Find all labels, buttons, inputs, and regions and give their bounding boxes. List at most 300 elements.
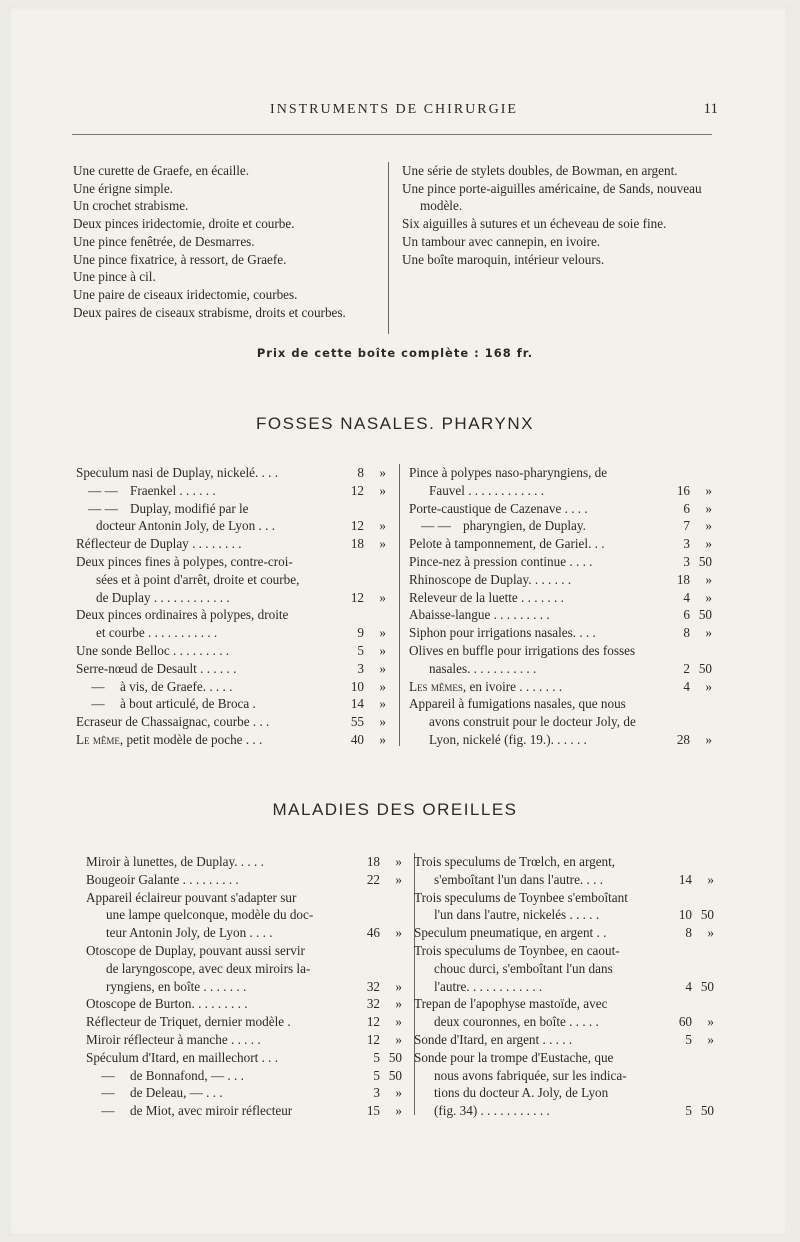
- fosses-left-column: [76, 464, 386, 749]
- price-row: [86, 924, 402, 942]
- price-row: [409, 642, 712, 660]
- price-row: [409, 535, 712, 553]
- item-price-cents: »: [379, 696, 386, 712]
- item-price-cents: »: [705, 589, 712, 605]
- item-price-francs: 55: [350, 714, 364, 730]
- item-description: [414, 853, 664, 871]
- price-row: [86, 1013, 402, 1031]
- item-price-cents: »: [705, 625, 712, 641]
- item-description: [409, 695, 662, 713]
- item-price-francs: 22: [366, 871, 380, 887]
- item-description: [414, 1067, 664, 1085]
- item-price-francs: 3: [373, 1085, 380, 1101]
- item-text: l'un dans l'autre, nickelés . . . . .: [434, 907, 600, 923]
- item-price-francs: 8: [683, 625, 690, 641]
- item-text: Trois speculums de Toynbee, en caout-: [414, 942, 620, 958]
- item-description: [76, 517, 336, 535]
- item-price-francs: 10: [678, 907, 692, 923]
- section-oreilles: [70, 853, 720, 1123]
- item-text: Une sonde Belloc . . . . . . . . .: [76, 642, 230, 658]
- price-row: [86, 889, 402, 907]
- item-description: [86, 1102, 352, 1120]
- item-price-francs: 12: [366, 1014, 380, 1030]
- item-text: à bout articulé, de Broca .: [120, 696, 256, 712]
- item-text: Releveur de la luette . . . . . . .: [409, 589, 564, 605]
- item-text: Fauvel . . . . . . . . . . . .: [429, 482, 545, 498]
- item-price-cents: »: [395, 1014, 402, 1030]
- item-price-cents: »: [379, 589, 386, 605]
- list-item: Une pince fenêtrée, de Desmarres.: [73, 233, 255, 249]
- item-price-cents: »: [379, 518, 386, 534]
- price-row: [414, 1067, 714, 1085]
- list-item: Une pince fixatrice, à ressort, de Graefe.: [73, 251, 287, 267]
- price-row: [76, 500, 386, 518]
- item-price-cents: »: [707, 925, 714, 941]
- item-description: [414, 1084, 664, 1102]
- item-price-cents: »: [379, 678, 386, 694]
- item-price-francs: 18: [350, 536, 364, 552]
- item-price-cents: »: [705, 731, 712, 747]
- item-text: Lyon, nickelé (fig. 19.). . . . . .: [429, 731, 587, 747]
- item-description: [414, 942, 664, 960]
- item-price-francs: 6: [683, 500, 690, 516]
- price-row: [86, 853, 402, 871]
- item-price-francs: 40: [350, 731, 364, 747]
- item-description: [86, 942, 352, 960]
- item-description: [86, 924, 352, 942]
- item-description: [414, 978, 664, 996]
- item-text: Rhinoscope de Duplay. . . . . . .: [409, 571, 572, 587]
- price-row: [409, 553, 712, 571]
- item-description: [414, 1031, 664, 1049]
- list-item: Deux paires de ciseaux strabisme, droits et courbes.: [73, 304, 346, 320]
- price-row: [86, 906, 402, 924]
- item-description: [414, 1102, 664, 1120]
- item-text: tions du docteur A. Joly, de Lyon: [434, 1085, 609, 1101]
- item-description: [76, 535, 336, 553]
- item-text: l'autre. . . . . . . . . . . .: [434, 978, 543, 994]
- item-text: Siphon pour irrigations nasales. . . .: [409, 625, 596, 641]
- item-text: à vis, de Graefe. . . . .: [120, 678, 233, 694]
- item-text: Porte-caustique de Cazenave . . . .: [409, 500, 588, 516]
- item-price-francs: 14: [678, 871, 692, 887]
- item-text: chouc durci, s'emboîtant l'un dans: [434, 960, 613, 976]
- item-price-francs: 32: [366, 978, 380, 994]
- price-row: [409, 464, 712, 482]
- item-text: Speculum pneumatique, en argent . .: [414, 925, 607, 941]
- item-price-cents: »: [705, 571, 712, 587]
- item-description: [409, 713, 662, 731]
- item-text: Appareil éclaireur pouvant s'adapter sur: [86, 889, 297, 905]
- item-description: [409, 535, 662, 553]
- item-description: [414, 1013, 664, 1031]
- price-row: [76, 464, 386, 482]
- column-divider: [399, 464, 400, 746]
- price-row: [414, 906, 714, 924]
- item-description: [76, 660, 336, 678]
- item-text: teur Antonin Joly, de Lyon . . . .: [106, 925, 273, 941]
- item-price-francs: 5: [685, 1103, 692, 1119]
- item-price-cents: »: [379, 482, 386, 498]
- price-row: [409, 571, 712, 589]
- price-row: [76, 642, 386, 660]
- item-price-francs: 8: [357, 465, 364, 480]
- item-price-francs: 5: [357, 642, 364, 658]
- item-description: [414, 871, 664, 889]
- price-row: [409, 517, 712, 535]
- running-head: [70, 102, 718, 122]
- item-description: [76, 500, 336, 518]
- price-row: [409, 731, 712, 749]
- item-price-cents: »: [705, 536, 712, 552]
- price-row: [76, 731, 386, 749]
- item-text: Fraenkel . . . . . .: [130, 482, 216, 498]
- item-price-francs: 5: [373, 1049, 380, 1065]
- item-text: Deux pinces fines à polypes, contre-croi-: [76, 553, 293, 569]
- item-text: Deux pinces ordinaires à polypes, droite: [76, 607, 289, 623]
- item-price-cents: »: [379, 465, 386, 480]
- ditto-dash: —: [101, 1067, 115, 1083]
- price-row: [86, 871, 402, 889]
- item-description: [409, 553, 662, 571]
- column-divider: [388, 162, 389, 334]
- item-description: [414, 995, 664, 1013]
- item-price-cents: »: [379, 714, 386, 730]
- item-price-cents: »: [705, 500, 712, 516]
- ditto-dash: — —: [421, 518, 451, 534]
- item-price-francs: 9: [357, 625, 364, 641]
- item-text: de Miot, avec miroir réflecteur: [130, 1103, 293, 1119]
- item-description: [86, 871, 352, 889]
- item-text: de Deleau, — . . .: [130, 1085, 223, 1101]
- item-price-francs: 18: [676, 571, 690, 587]
- item-description: [409, 589, 662, 607]
- item-description: [76, 589, 336, 607]
- item-text: Réflecteur de Duplay . . . . . . . .: [76, 536, 242, 552]
- price-row: [409, 482, 712, 500]
- item-description: [86, 1013, 352, 1031]
- item-text: Ecraseur de Chassaignac, courbe . . .: [76, 714, 270, 730]
- ditto-dash: —: [91, 678, 105, 694]
- item-text: s'emboîtant l'un dans l'autre. . . .: [434, 871, 604, 887]
- price-row: [409, 624, 712, 642]
- item-price-francs: 7: [683, 518, 690, 534]
- item-description: [409, 642, 662, 660]
- header-rule: [72, 134, 712, 135]
- box-price-line: Prix de cette boîte complète : 168 fr.: [256, 346, 534, 360]
- item-text: Pelote à tamponnement, de Gariel. . .: [409, 536, 605, 552]
- item-text: Speculum nasi de Duplay, nickelé. . . .: [76, 465, 279, 480]
- item-price-francs: 3: [357, 660, 364, 676]
- item-price-francs: 3: [683, 553, 690, 569]
- item-description: [414, 1049, 664, 1067]
- fosses-right-column: [409, 464, 712, 749]
- item-price-cents: 50: [698, 607, 712, 623]
- item-text: Réflecteur de Triquet, dernier modèle .: [86, 1014, 291, 1030]
- price-row: [76, 678, 386, 696]
- item-description: [76, 624, 336, 642]
- price-row: [409, 713, 712, 731]
- item-price-cents: »: [395, 854, 402, 869]
- item-price-cents: »: [395, 1031, 402, 1047]
- item-text: une lampe quelconque, modèle du doc-: [106, 907, 314, 923]
- price-row: [409, 606, 712, 624]
- price-row: [86, 1102, 402, 1120]
- price-row: [76, 517, 386, 535]
- item-price-cents: »: [707, 1014, 714, 1030]
- item-text: Trepan de l'apophyse mastoïde, avec: [414, 996, 608, 1012]
- item-price-francs: 10: [350, 678, 364, 694]
- item-description: [414, 906, 664, 924]
- item-description: [409, 482, 662, 500]
- item-price-cents: 50: [698, 553, 712, 569]
- item-price-cents: »: [707, 1031, 714, 1047]
- item-price-francs: 6: [683, 607, 690, 623]
- list-item: Une pince à cil.: [73, 269, 156, 285]
- item-text: pharyngien, de Duplay.: [463, 518, 586, 534]
- item-price-francs: 2: [683, 660, 690, 676]
- item-description: [76, 553, 336, 571]
- item-price-francs: 3: [683, 536, 690, 552]
- price-row: [86, 942, 402, 960]
- page-number: 11: [703, 101, 718, 117]
- item-price-cents: »: [379, 536, 386, 552]
- item-price-cents: »: [379, 625, 386, 641]
- item-price-francs: 4: [685, 978, 692, 994]
- item-description: [409, 606, 662, 624]
- item-text: de Duplay . . . . . . . . . . . .: [96, 589, 230, 605]
- list-item: Une série de stylets doubles, de Bowman, en argent.: [402, 163, 678, 178]
- price-row: [86, 978, 402, 996]
- item-description: [86, 960, 352, 978]
- price-row: [409, 500, 712, 518]
- item-description: [86, 995, 352, 1013]
- item-description: [86, 906, 352, 924]
- list-item: Une paire de ciseaux iridectomie, courbes.: [73, 286, 298, 302]
- ditto-dash: —: [91, 696, 105, 712]
- box-contents: [70, 162, 720, 342]
- section-heading-oreilles: MALADIES DES OREILLES: [272, 800, 518, 819]
- item-text: , en ivoire . . . . . . .: [462, 678, 563, 694]
- item-price-cents: »: [395, 996, 402, 1012]
- item-price-francs: 46: [366, 925, 380, 941]
- price-row: [86, 1049, 402, 1067]
- list-item: Une pince porte-aiguilles américaine, de Sands, nouveau modèle.: [402, 180, 702, 214]
- item-description: [414, 924, 664, 942]
- item-text: Otoscope de Burton. . . . . . . . .: [86, 996, 248, 1012]
- item-price-francs: 60: [678, 1014, 692, 1030]
- item-text: Sonde pour la trompe d'Eustache, que: [414, 1049, 614, 1065]
- item-price-francs: 12: [350, 482, 364, 498]
- item-price-francs: 28: [676, 731, 690, 747]
- item-text: Trois speculums de Toynbee s'emboîtant: [414, 889, 628, 905]
- list-item: Une érigne simple.: [73, 180, 173, 196]
- item-text: Sonde d'Itard, en argent . . . . .: [414, 1031, 573, 1047]
- price-row: [76, 482, 386, 500]
- item-text: Spéculum d'Itard, en maillechort . . .: [86, 1049, 279, 1065]
- item-text: Olives en buffle pour irrigations des fosses: [409, 642, 636, 658]
- price-row: [414, 853, 714, 871]
- item-price-cents: »: [707, 871, 714, 887]
- item-description: [86, 1067, 352, 1085]
- item-description: [86, 853, 352, 871]
- item-price-francs: 14: [350, 696, 364, 712]
- price-row: [409, 660, 712, 678]
- item-price-francs: 18: [366, 854, 380, 869]
- item-text: Miroir réflecteur à manche . . . . .: [86, 1031, 261, 1047]
- item-description: [409, 624, 662, 642]
- item-description: [409, 571, 662, 589]
- item-text: (fig. 34) . . . . . . . . . . .: [434, 1103, 550, 1119]
- item-description: [76, 642, 336, 660]
- price-row: [76, 695, 386, 713]
- item-price-cents: »: [395, 1085, 402, 1101]
- item-text: et courbe . . . . . . . . . . .: [96, 625, 218, 641]
- list-item: Un crochet strabisme.: [73, 198, 189, 214]
- price-row: [86, 995, 402, 1013]
- list-item: Six aiguilles à sutures et un écheveau de soie fine.: [402, 216, 667, 232]
- price-row: [414, 1049, 714, 1067]
- ditto-dash: — —: [88, 482, 118, 498]
- item-price-francs: 12: [350, 589, 364, 605]
- item-text: Otoscope de Duplay, pouvant aussi servir: [86, 942, 305, 958]
- price-row: [86, 960, 402, 978]
- item-smallcaps: Les mêmes: [409, 678, 463, 694]
- item-description: [86, 889, 352, 907]
- item-description: [76, 678, 336, 696]
- item-price-francs: 32: [366, 996, 380, 1012]
- price-row: [414, 942, 714, 960]
- item-price-cents: 50: [700, 907, 714, 923]
- list-item: Une boîte maroquin, intérieur velours.: [402, 251, 605, 267]
- price-row: [76, 589, 386, 607]
- item-smallcaps: Le même: [76, 731, 120, 747]
- item-text: nous avons fabriquée, sur les indica-: [434, 1067, 627, 1083]
- price-row: [414, 960, 714, 978]
- item-description: [409, 660, 662, 678]
- item-text: Miroir à lunettes, de Duplay. . . . .: [86, 854, 264, 869]
- oreilles-right-column: [414, 853, 714, 1120]
- item-price-cents: »: [379, 731, 386, 747]
- item-description: [76, 571, 336, 589]
- item-text: Pince-nez à pression continue . . . .: [409, 553, 593, 569]
- item-price-cents: »: [395, 925, 402, 941]
- item-text: Trois speculums de Trœlch, en argent,: [414, 854, 616, 869]
- item-text: deux couronnes, en boîte . . . . .: [434, 1014, 599, 1030]
- item-price-francs: 5: [685, 1031, 692, 1047]
- item-text: de laryngoscope, avec deux miroirs la-: [106, 960, 311, 976]
- item-description: [409, 731, 662, 749]
- item-description: [409, 500, 662, 518]
- item-text: docteur Antonin Joly, de Lyon . . .: [96, 518, 275, 534]
- item-description: [86, 978, 352, 996]
- item-price-francs: 5: [373, 1067, 380, 1083]
- item-description: [86, 1031, 352, 1049]
- price-row: [414, 924, 714, 942]
- item-price-francs: 8: [685, 925, 692, 941]
- item-price-cents: »: [705, 518, 712, 534]
- item-description: [414, 889, 664, 907]
- item-price-francs: 12: [366, 1031, 380, 1047]
- price-row: [414, 871, 714, 889]
- item-price-cents: 50: [698, 660, 712, 676]
- item-price-francs: 15: [366, 1103, 380, 1119]
- item-description: [409, 517, 662, 535]
- price-row: [414, 1031, 714, 1049]
- item-description: [86, 1049, 352, 1067]
- item-price-francs: 4: [683, 589, 690, 605]
- item-description: [76, 464, 336, 482]
- item-price-cents: 50: [700, 1103, 714, 1119]
- ditto-dash: —: [101, 1085, 115, 1101]
- item-price-cents: »: [395, 1103, 402, 1119]
- item-text: Abaisse-langue . . . . . . . . .: [409, 607, 550, 623]
- oreilles-left-column: [86, 853, 402, 1120]
- item-description: [76, 695, 336, 713]
- item-price-cents: »: [705, 678, 712, 694]
- price-row: [76, 571, 386, 589]
- item-text: Appareil à fumigations nasales, que nous: [409, 696, 626, 712]
- item-price-cents: »: [705, 482, 712, 498]
- item-description: [409, 464, 662, 482]
- price-row: [414, 1013, 714, 1031]
- item-price-cents: 50: [700, 978, 714, 994]
- box-contents-left: [73, 162, 373, 321]
- item-price-cents: 50: [388, 1049, 402, 1065]
- list-item: Un tambour avec cannepin, en ivoire.: [402, 233, 601, 249]
- item-text: Pince à polypes naso-pharyngiens, de: [409, 465, 608, 480]
- price-row: [414, 978, 714, 996]
- item-description: [76, 713, 336, 731]
- price-row: [86, 1067, 402, 1085]
- item-description: [86, 1084, 352, 1102]
- item-price-francs: 12: [350, 518, 364, 534]
- price-row: [76, 535, 386, 553]
- item-text: Bougeoir Galante . . . . . . . . .: [86, 871, 239, 887]
- item-description: [414, 960, 664, 978]
- item-price-cents: »: [379, 642, 386, 658]
- price-row: [409, 589, 712, 607]
- item-text: sées et à point d'arrêt, droite et courbe,: [96, 571, 300, 587]
- section-heading-fosses: FOSSES NASALES. PHARYNX: [256, 414, 534, 433]
- price-row: [76, 624, 386, 642]
- price-row: [414, 1102, 714, 1120]
- item-description: [76, 731, 336, 749]
- running-title: INSTRUMENTS DE CHIRURGIE: [270, 102, 518, 117]
- box-contents-right: [402, 162, 712, 268]
- item-text: , petit modèle de poche . . .: [119, 731, 263, 747]
- price-row: [76, 713, 386, 731]
- price-row: [76, 553, 386, 571]
- price-row: [409, 678, 712, 696]
- item-text: ryngiens, en boîte . . . . . . .: [106, 978, 247, 994]
- item-text: Duplay, modifié par le: [130, 500, 249, 516]
- price-row: [86, 1084, 402, 1102]
- price-row: [414, 889, 714, 907]
- price-row: [76, 660, 386, 678]
- item-description: [76, 606, 336, 624]
- price-row: [414, 995, 714, 1013]
- item-price-cents: »: [379, 660, 386, 676]
- ditto-dash: —: [101, 1103, 115, 1119]
- list-item: Deux pinces iridectomie, droite et courbe.: [73, 216, 295, 232]
- item-price-francs: 4: [683, 678, 690, 694]
- price-row: [414, 1084, 714, 1102]
- section-fosses: [70, 464, 720, 754]
- item-price-cents: 50: [388, 1067, 402, 1083]
- item-text: avons construit pour le docteur Joly, de: [429, 714, 636, 730]
- price-row: [76, 606, 386, 624]
